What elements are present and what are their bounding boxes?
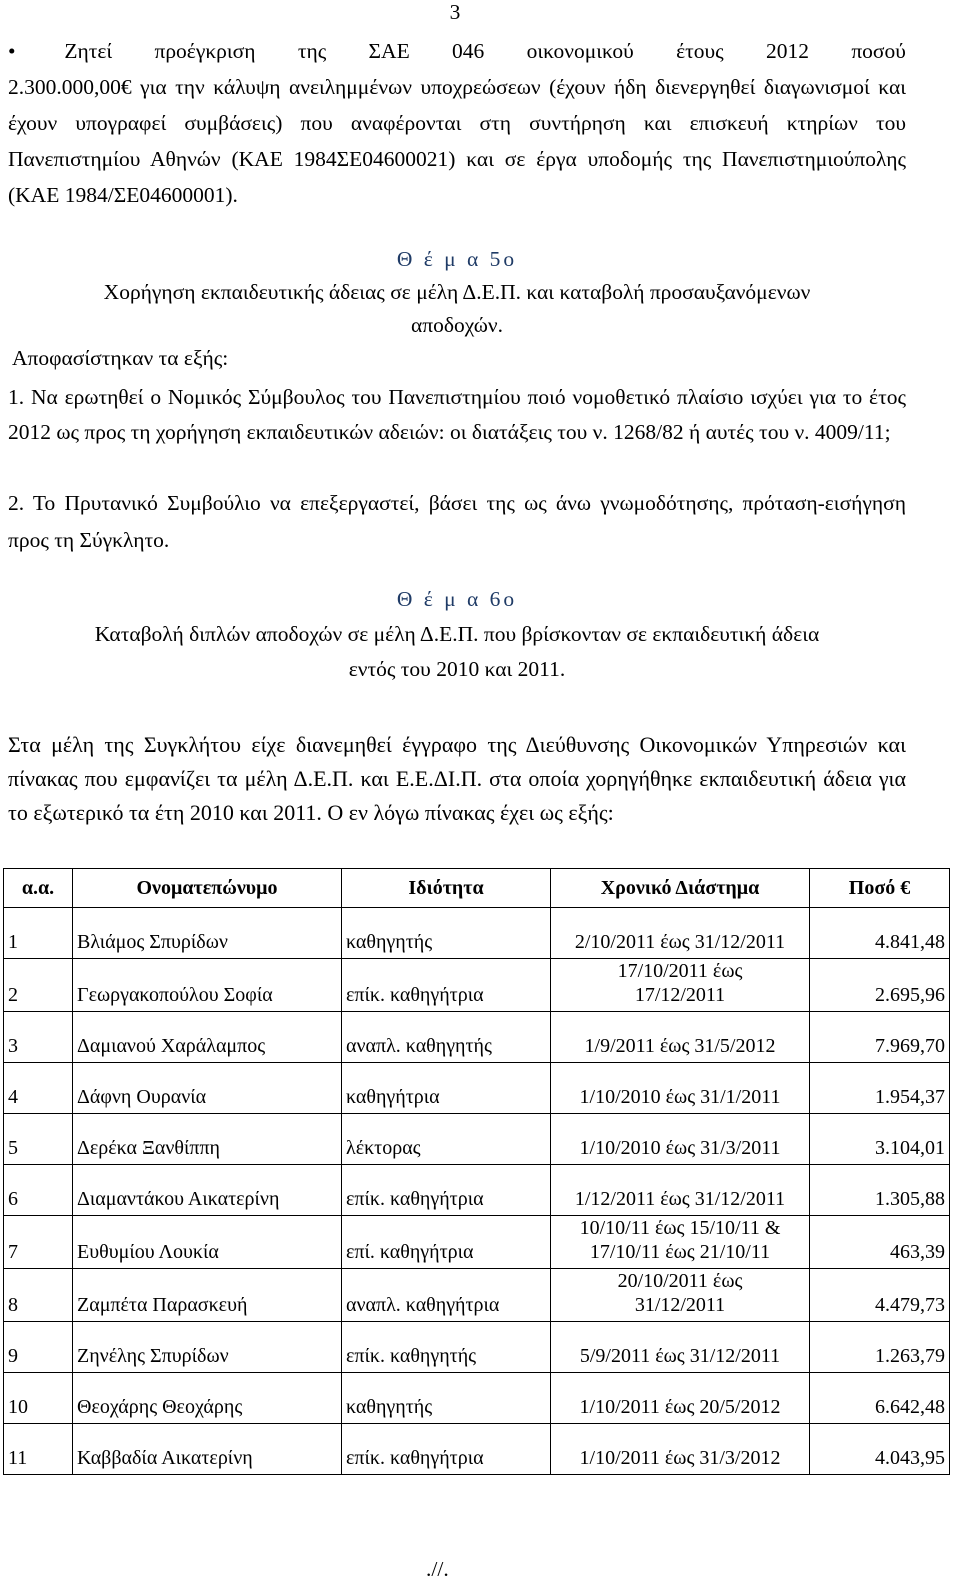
table-row (4, 1269, 950, 1322)
row-role: επίκ. καθηγήτρια (342, 1424, 551, 1475)
row-period (551, 908, 810, 959)
row-period (551, 1269, 810, 1322)
table-row (4, 959, 950, 1012)
table-row (4, 1216, 950, 1269)
row-name: Δερέκα Ξανθίππη (73, 1114, 342, 1165)
row-role: λέκτορας (342, 1114, 551, 1165)
row-amount: 4.479,73 (810, 1269, 950, 1322)
row-name: Γεωργακοπούλου Σοφία (73, 959, 342, 1012)
row-name: Ζαμπέτα Παρασκευή (73, 1269, 342, 1322)
row-role: αναπλ. καθηγήτρια (342, 1269, 551, 1322)
row-number: 4 (4, 1063, 73, 1114)
row-role: επίκ. καθηγητής (342, 1322, 551, 1373)
row-name: Δάφνη Ουρανία (73, 1063, 342, 1114)
row-period (551, 1165, 810, 1216)
row-number: 7 (4, 1216, 73, 1269)
row-amount: 4.043,95 (810, 1424, 950, 1475)
row-amount: 3.104,01 (810, 1114, 950, 1165)
bullet-word: έτους (676, 39, 724, 63)
row-name: Καββαδία Αικατερίνη (73, 1424, 342, 1475)
bullet-word: 046 (452, 39, 485, 63)
row-number: 5 (4, 1114, 73, 1165)
theme6-heading: Θ έ μ α 6ο (396, 587, 518, 611)
row-amount: 1.954,37 (810, 1063, 950, 1114)
bullet-word: ποσού (851, 39, 906, 63)
decided-label: Αποφασίστηκαν τα εξής: (12, 346, 229, 370)
row-period-line1: 20/10/2011 έως (617, 1270, 743, 1292)
row-number: 1 (4, 908, 73, 959)
bullet-paragraph (8, 33, 906, 213)
row-role: επίκ. καθηγήτρια (342, 959, 551, 1012)
bullet-word: της (297, 39, 327, 63)
table-header-row (4, 869, 950, 908)
row-period-line1: 10/10/11 έως 15/10/11 & (579, 1217, 781, 1239)
table-row (4, 1114, 950, 1165)
bullet-word: ΣΑΕ (368, 39, 410, 63)
row-number: 9 (4, 1322, 73, 1373)
row-role: καθηγήτρια (342, 1063, 551, 1114)
header-cell-amount: Ποσό € (810, 869, 950, 908)
row-period (551, 1063, 810, 1114)
bullet-word: οικονομικού (526, 39, 634, 63)
row-period-line1: 1/10/2011 έως 20/5/2012 (579, 1396, 781, 1418)
row-number: 11 (4, 1424, 73, 1475)
row-period (551, 1373, 810, 1424)
row-role: καθηγητής (342, 908, 551, 959)
row-period-line1: 1/10/2011 έως 31/3/2012 (579, 1447, 781, 1469)
leave-table (3, 868, 950, 1475)
row-amount: 2.695,96 (810, 959, 950, 1012)
theme6-intro: Στα μέλη της Συγκλήτου είχε διανεμηθεί έγγραφο της Διεύθυνσης Οικονομικών Υπηρεσιών και πίνακας που εμφανίζει τα μέλη Δ.Ε.Π. και Ε.Ε.ΔΙ.Π. στα οποία χορηγήθηκε εκπαιδευτική άδεια για το εξωτερικό τα έτη 2010 και 2011. Ο εν λόγω πίνακας έχει ως εξής: (8, 732, 906, 825)
table-row (4, 1012, 950, 1063)
table-row (4, 1373, 950, 1424)
theme5-item1: 1. Να ερωτηθεί ο Νομικός Σύμβουλος του Πανεπιστημίου ποιό νομοθετικό πλαίσιο ισχύει για το έτος 2012 ως προς τη χορήγηση εκπαιδευτικών αδειών: οι διατάξεις του ν. 1268/82 ή αυτές του ν. 4009/11; (8, 385, 906, 444)
row-name: Διαμαντάκου Αικατερίνη (73, 1165, 342, 1216)
row-period-line1: 2/10/2011 έως 31/12/2011 (574, 931, 786, 953)
row-number: 6 (4, 1165, 73, 1216)
table-row (4, 1063, 950, 1114)
table-row (4, 1424, 950, 1475)
row-period (551, 1322, 810, 1373)
row-period (551, 1216, 810, 1269)
bullet-word: 2012 (766, 39, 809, 63)
row-period-line2: 17/10/11 έως 21/10/11 (589, 1241, 771, 1263)
table-row (4, 908, 950, 959)
row-period-line2: 31/12/2011 (634, 1294, 726, 1316)
row-number: 2 (4, 959, 73, 1012)
bullet-continuation: 2.300.000,00€ για την κάλυψη ανειλημμένων υποχρεώσεων (έχουν ήδη διενεργηθεί διαγωνισμοί και έχουν υπογραφεί συμβάσεις) που αναφέρονται στη συντήρηση και επισκευή κτηρίων του Πανεπιστημίου Αθηνών (ΚΑΕ 1984ΣΕ04600021) και σε έργα υποδομής της Πανεπιστημιούπολης (ΚΑΕ 1984/ΣΕ04600001). (8, 75, 906, 207)
row-amount: 7.969,70 (810, 1012, 950, 1063)
theme5-item2: 2. Το Πρυτανικό Συμβούλιο να επεξεργαστεί, βάσει της ως άνω γνωμοδότησης, πρόταση-εισήγηση προς τη Σύγκλητο. (8, 491, 906, 552)
row-period (551, 1424, 810, 1475)
row-role: καθηγητής (342, 1373, 551, 1424)
row-name: Δαμιανού Χαράλαμπος (73, 1012, 342, 1063)
bullet-dot-icon: • (8, 39, 16, 63)
row-role: επί. καθηγήτρια (342, 1216, 551, 1269)
row-number: 10 (4, 1373, 73, 1424)
row-period-line1: 1/10/2010 έως 31/3/2011 (579, 1137, 781, 1159)
row-name: Βλιάμος Σπυρίδων (73, 908, 342, 959)
row-period (551, 1114, 810, 1165)
row-period-line1: 1/12/2011 έως 31/12/2011 (574, 1188, 786, 1210)
bullet-word: προέγκριση (154, 39, 256, 63)
row-amount: 6.642,48 (810, 1373, 950, 1424)
row-amount: 1.263,79 (810, 1322, 950, 1373)
row-name: Ευθυμίου Λουκία (73, 1216, 342, 1269)
page-number: 3 (449, 0, 461, 24)
row-period-line1: 5/9/2011 έως 31/12/2011 (579, 1345, 781, 1367)
theme5-heading: Θ έ μ α 5ο (396, 247, 518, 271)
theme5-title-line1: Χορήγηση εκπαιδευτικής άδειας σε μέλη Δ.Ε.Π. και καταβολή προσαυξανόμενων (103, 280, 811, 304)
row-period-line1: 17/10/2011 έως (617, 960, 743, 982)
row-number: 3 (4, 1012, 73, 1063)
theme5-title-line2: αποδοχών. (410, 313, 504, 337)
row-role: επίκ. καθηγήτρια (342, 1165, 551, 1216)
row-name: Ζηνέλης Σπυρίδων (73, 1322, 342, 1373)
row-period (551, 959, 810, 1012)
theme6-title-line1: Καταβολή διπλών αποδοχών σε μέλη Δ.Ε.Π. που βρίσκονταν σε εκπαιδευτική άδεια (94, 622, 820, 646)
table-row (4, 1322, 950, 1373)
row-name: Θεοχάρης Θεοχάρης (73, 1373, 342, 1424)
header-cell-role: Ιδιότητα (342, 869, 551, 908)
row-period-line1: 1/10/2010 έως 31/1/2011 (579, 1086, 781, 1108)
row-amount: 463,39 (810, 1216, 950, 1269)
header-cell-aa: α.α. (4, 869, 73, 908)
row-amount: 4.841,48 (810, 908, 950, 959)
bullet-word: Ζητεί (64, 39, 113, 63)
page-end-mark: .//. (426, 1557, 449, 1581)
theme6-title-line2: εντός του 2010 και 2011. (348, 657, 566, 681)
row-amount: 1.305,88 (810, 1165, 950, 1216)
header-cell-period: Χρονικό Διάστημα (551, 869, 810, 908)
table-row (4, 1165, 950, 1216)
header-cell-name: Ονοματεπώνυμο (73, 869, 342, 908)
bullet-first-line (8, 33, 906, 69)
row-role: αναπλ. καθηγητής (342, 1012, 551, 1063)
row-period (551, 1012, 810, 1063)
row-number: 8 (4, 1269, 73, 1322)
row-period-line1: 1/9/2011 έως 31/5/2012 (584, 1035, 776, 1057)
row-period-line2: 17/12/2011 (634, 984, 726, 1006)
